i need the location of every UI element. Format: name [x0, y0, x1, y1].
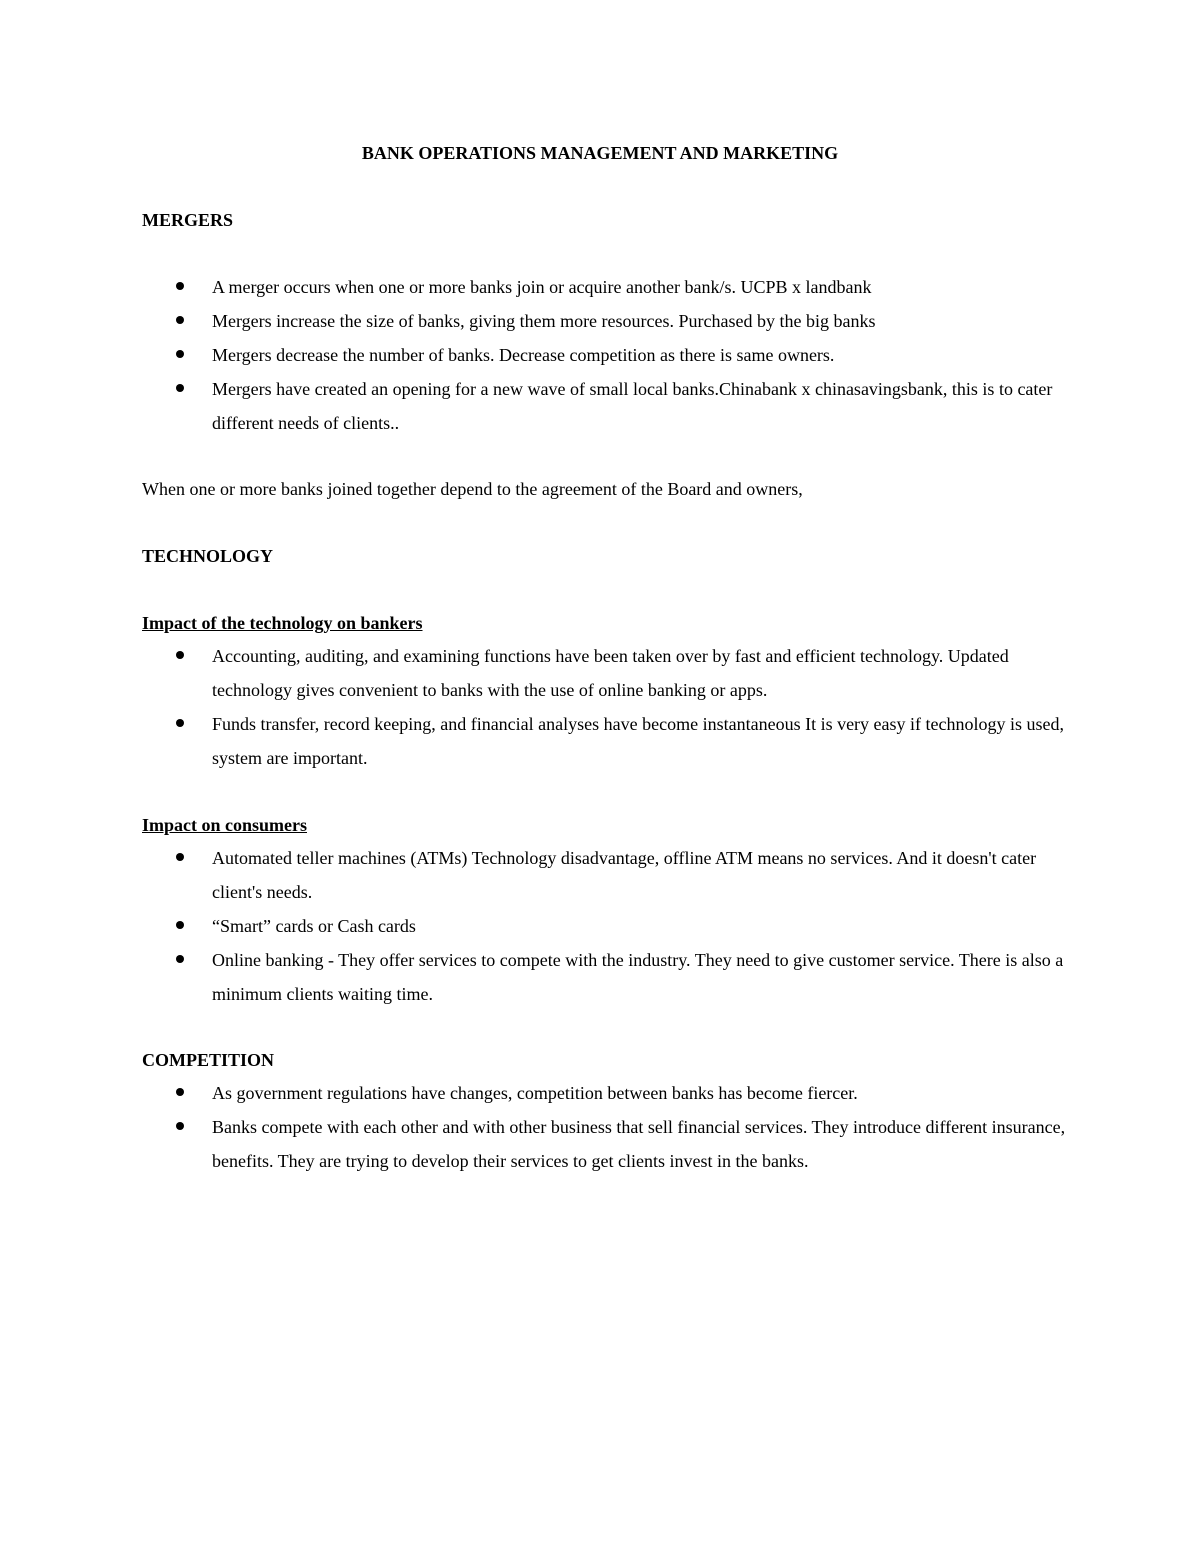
list-item-text: Mergers have created an opening for a new wave of small local banks.Chinabank x chinasavingsbank, this is to cater different needs of clients..: [212, 379, 1053, 433]
list-item-text: “Smart” cards or Cash cards: [212, 916, 416, 936]
bullet-icon: [176, 955, 184, 963]
consumers-list: [142, 841, 1064, 1011]
bullet-icon: [176, 350, 184, 358]
bullet-icon: [176, 1122, 184, 1130]
bankers-subsection: [142, 611, 1065, 775]
consumers-subsection: [142, 813, 1064, 1011]
competition-heading: COMPETITION: [142, 1050, 275, 1070]
mergers-section: [142, 208, 1058, 232]
competition-list: [142, 1076, 1066, 1178]
mergers-heading: MERGERS: [142, 210, 234, 230]
competition-section: [142, 1048, 1066, 1178]
list-item: [142, 639, 1067, 707]
list-item: [142, 909, 1067, 943]
list-item: [142, 270, 1067, 304]
bullet-icon: [176, 853, 184, 861]
bullet-icon: [176, 1088, 184, 1096]
technology-heading: TECHNOLOGY: [142, 546, 274, 566]
mergers-note: When one or more banks joined together depend to the agreement of the Board and owners,: [142, 479, 803, 499]
list-item-text: Mergers decrease the number of banks. Decrease competition as there is same owners.: [212, 345, 835, 365]
bullet-icon: [176, 316, 184, 324]
list-item: [142, 707, 1067, 775]
list-item-text: As government regulations have changes, competition between banks has become fiercer.: [212, 1083, 858, 1103]
list-item-text: Online banking - They offer services to compete with the industry. They need to give customer service. There is also a minimum clients waiting time.: [212, 950, 1064, 1004]
bullet-icon: [176, 651, 184, 659]
list-item-text: A merger occurs when one or more banks join or acquire another bank/s. UCPB x landbank: [212, 277, 872, 297]
mergers-list-block: [142, 270, 1058, 440]
mergers-list: [142, 270, 1058, 440]
list-item: [142, 372, 1067, 440]
list-item-text: Funds transfer, record keeping, and financial analyses have become instantaneous It is very easy if technology is used, system are important.: [212, 714, 1065, 768]
bankers-list: [142, 639, 1065, 775]
list-item-text: Banks compete with each other and with other business that sell financial services. They introduce different insurance, benefits. They are trying to develop their services to get clients invest in the banks.: [212, 1117, 1066, 1171]
bullet-icon: [176, 921, 184, 929]
list-item-text: Mergers increase the size of banks, giving them more resources. Purchased by the big banks: [212, 311, 876, 331]
list-item-text: Accounting, auditing, and examining functions have been taken over by fast and efficient technology. Updated technology gives convenient to banks with the use of online banking or apps.: [212, 646, 1009, 700]
mergers-note-block: [142, 477, 1058, 501]
technology-section: [142, 544, 1058, 568]
list-item: [142, 1110, 1067, 1178]
list-item: [142, 338, 1067, 372]
bullet-icon: [176, 384, 184, 392]
bullet-icon: [176, 282, 184, 290]
list-item-text: Automated teller machines (ATMs) Technology disadvantage, offline ATM means no services. And it doesn't cater client's needs.: [212, 848, 1037, 902]
document-title: BANK OPERATIONS MANAGEMENT AND MARKETING: [361, 143, 839, 163]
list-item: [142, 943, 1067, 1011]
list-item: [142, 841, 1067, 909]
bankers-subheading: Impact of the technology on bankers: [142, 613, 423, 633]
consumers-subheading: Impact on consumers: [142, 815, 307, 835]
list-item: [142, 304, 1067, 338]
bullet-icon: [176, 719, 184, 727]
list-item: [142, 1076, 1067, 1110]
